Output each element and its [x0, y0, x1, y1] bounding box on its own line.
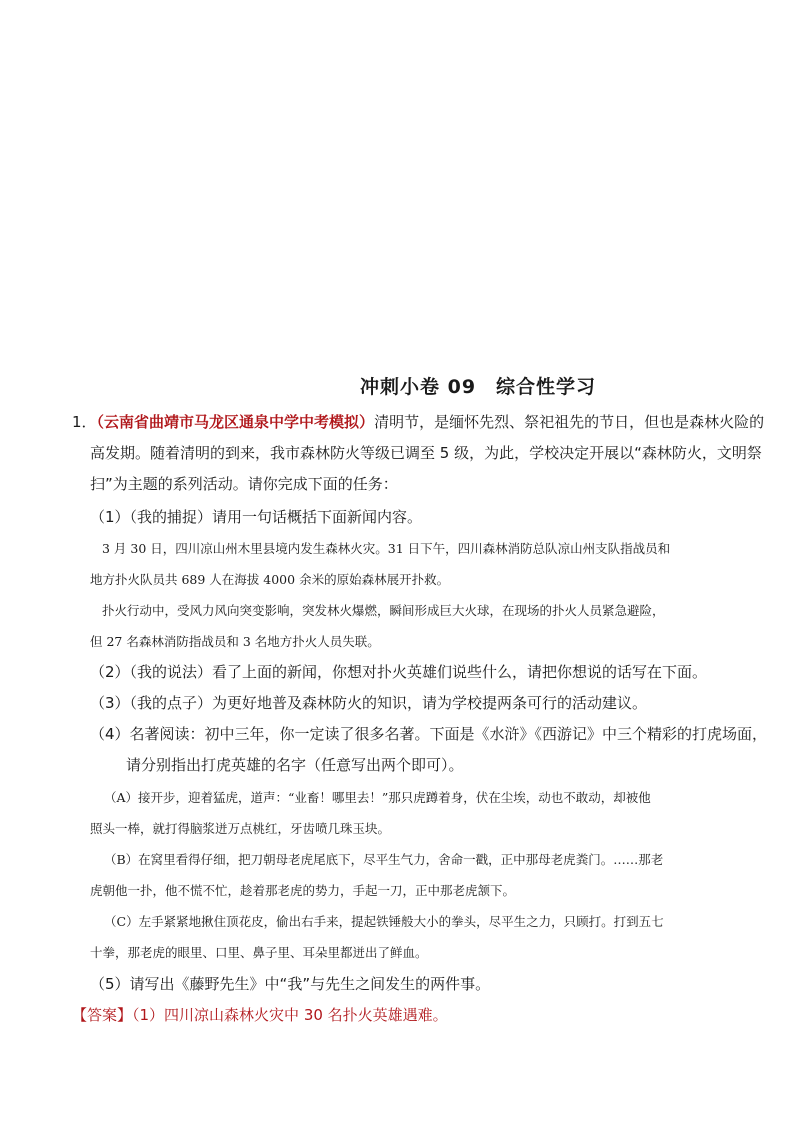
answer-line — [72, 1005, 448, 1025]
question-1-intro-line-3: 扫”为主题的系列活动。请你完成下面的任务： — [90, 475, 398, 493]
passage-c-line-2: 十拳，那老虎的眼里、口里、鼻子里、耳朵里都迸出了鲜血。 — [90, 945, 428, 960]
task-4-line-1: （4）名著阅读：初中三年，你一定读了很多名著。下面是《水浒》《西游记》中三个精彩的打虎场面， — [90, 725, 768, 743]
news-paragraph-2-line-2: 但 27 名森林消防指战员和 3 名地方扑火人员失联。 — [90, 634, 380, 649]
passage-c-line-1: （C）左手紧紧地揪住顶花皮，偷出右手来，提起铁锤般大小的拳头，尽平生之力，只顾打。打到五七 — [104, 914, 664, 929]
task-2: （2）（我的说法）看了上面的新闻，你想对扑火英雄们说些什么，请把你想说的话写在下面。 — [90, 663, 708, 681]
page-title: 冲刺小卷 09 综合性学习 — [360, 376, 597, 398]
news-paragraph-2-line-1: 扑火行动中，受风力风向突变影响，突发林火爆燃，瞬间形成巨大火球，在现场的扑火人员紧急避险， — [102, 603, 665, 618]
task-4-line-2: 请分别指出打虎英雄的名字（任意写出两个即可）。 — [126, 756, 464, 774]
news-paragraph-1-line-2: 地方扑火队员共 689 人在海拔 4000 余米的原始森林展开扑救。 — [90, 572, 450, 587]
question-number: 1． — [72, 413, 97, 431]
passage-a-line-1: （A）接开步，迎着猛虎，道声：“业畜！哪里去！”那只虎蹲着身，伏在尘埃，动也不敢动，却被他 — [104, 790, 651, 805]
question-1-intro-line-1 — [72, 412, 764, 432]
passage-b-line-1: （B）在窝里看得仔细，把刀朝母老虎尾底下，尽平生气力，舍命一戳，正中那母老虎粪门。……那老 — [104, 852, 664, 867]
news-paragraph-1-line-1: 3 月 30 日，四川凉山州木里县境内发生森林火灾。31 日下午，四川森林消防总队凉山州支队指战员和 — [102, 541, 671, 556]
question-1-intro-line-2: 高发期。随着清明的到来，我市森林防火等级已调至 5 级，为此，学校决定开展以“森林防火，文明祭 — [90, 444, 762, 462]
passage-a-line-2: 照头一棒，就打得脑浆迸万点桃红，牙齿喷几珠玉块。 — [90, 821, 391, 836]
question-intro-text: 清明节，是缅怀先烈、祭祀祖先的节日，但也是森林火险的 — [374, 413, 765, 431]
answer-label: 【答案】 — [72, 1006, 133, 1024]
question-source: （云南省曲靖市马龙区通泉中学中考模拟） — [96, 413, 375, 431]
task-3: （3）（我的点子）为更好地普及森林防火的知识，请为学校提两条可行的活动建议。 — [90, 694, 648, 712]
answer-text: （1）四川凉山森林火灾中 30 名扑火英雄遇难。 — [132, 1006, 448, 1024]
task-5: （5）请写出《藤野先生》中“我”与先生之间发生的两件事。 — [90, 975, 491, 993]
passage-b-line-2: 虎朝他一扑，他不慌不忙，趁着那老虎的势力，手起一刀，正中那老虎颔下。 — [90, 883, 516, 898]
task-1: （1）（我的捕捉）请用一句话概括下面新闻内容。 — [90, 508, 423, 526]
